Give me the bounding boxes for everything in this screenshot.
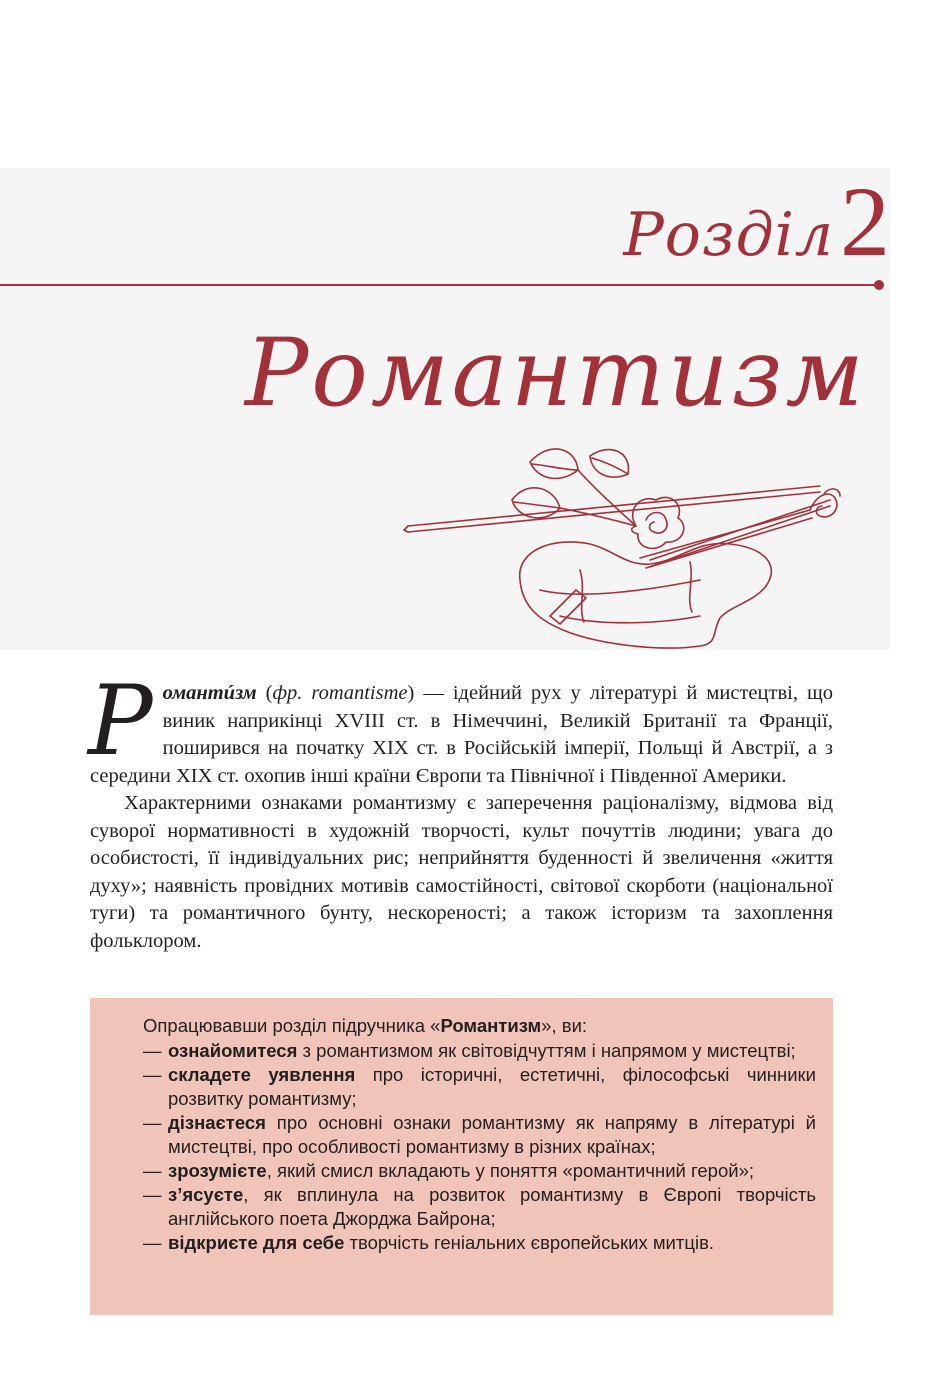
list-dash: — — [143, 1232, 162, 1253]
drop-cap: Р — [88, 665, 153, 777]
list-dash: — — [143, 1040, 162, 1061]
header-rule — [0, 284, 877, 286]
goal-item — [143, 1063, 816, 1111]
goal-verb: дізнаєтеся — [168, 1112, 266, 1133]
goal-verb: відкриєте для себе — [168, 1232, 345, 1253]
goal-verb: з’ясуєте — [168, 1184, 244, 1205]
goals-list — [143, 1039, 816, 1255]
header-rule-dot — [874, 280, 884, 290]
goal-item — [143, 1231, 816, 1255]
goal-text: з романтизмом як світовідчуттям і напрямом у мистецтві; — [297, 1040, 796, 1061]
goal-item — [143, 1111, 816, 1159]
goal-text: , який смисл вкладають у поняття «романтичний герой»; — [266, 1160, 755, 1181]
goal-text: про основні ознаки романтизму як напряму в літературі й мистецтві, про особливості романтизму в різних країнах; — [168, 1112, 816, 1157]
intro-text — [88, 665, 834, 955]
goal-text: , як вплинула на розвиток романтизму в Європі творчість англійського поета Джорджа Байрона; — [168, 1184, 816, 1229]
goal-text: про історичні, естетичні, філософські чинники розвитку романтизму; — [168, 1064, 816, 1109]
goal-verb: ознайомитеся — [168, 1040, 298, 1061]
goals-lead-before: Опрацювавши розділ підручника « — [143, 1015, 441, 1036]
goal-verb: складете уявлення — [168, 1064, 356, 1085]
chapter-number: 2 — [840, 166, 890, 277]
rose-and-violin-illustration-icon — [400, 440, 845, 650]
origin-open: ( — [256, 682, 273, 704]
term-origin: фр. romantisme — [272, 682, 408, 704]
chapter-word: Розділ — [623, 200, 834, 270]
features-paragraph: Характерними ознаками романтизму є заперечення раціоналізму, відмова від суворої нормативності в художній творчості, культ почуттів людини; увага до особистості, її індивідуальних рис; неприйняття буденності й звеличення «життя духу»; наявність провідних мотивів самостійності, світової скорботи (національної туги) та романтичного бунту, нескореності; а також історизм та захоплення фольклором. — [90, 792, 833, 952]
definition-text: ) — ідейний рух у літературі й мистецтві, що виник наприкінці XVIII ст. в Німеччині, Великій Британії та Франції, поширився на початку XIX ст. в Російській імперії, Польщі й Австрії, а з середини XIX ст. охопив інші країни Європи та Північної і Південної Америки. — [90, 682, 834, 787]
goal-item — [143, 1159, 816, 1183]
term-romanticism: омантúзм — [162, 682, 257, 704]
goal-verb: зрозумієте — [168, 1160, 267, 1181]
list-dash: — — [143, 1184, 162, 1205]
section-title: Романтизм — [245, 319, 867, 428]
goal-item — [143, 1183, 816, 1231]
list-dash: — — [143, 1064, 162, 1085]
goals-lead — [143, 1014, 816, 1038]
chapter-label — [623, 166, 890, 277]
goal-item — [143, 1039, 816, 1063]
list-dash: — — [143, 1112, 162, 1133]
goals-lead-after: », ви: — [541, 1015, 588, 1036]
list-dash: — — [143, 1160, 162, 1181]
goal-text: творчість геніальних європейських митців. — [344, 1232, 715, 1253]
learning-goals — [143, 1014, 816, 1255]
definition-paragraph — [88, 665, 834, 790]
goals-lead-bold: Романтизм — [440, 1015, 542, 1036]
